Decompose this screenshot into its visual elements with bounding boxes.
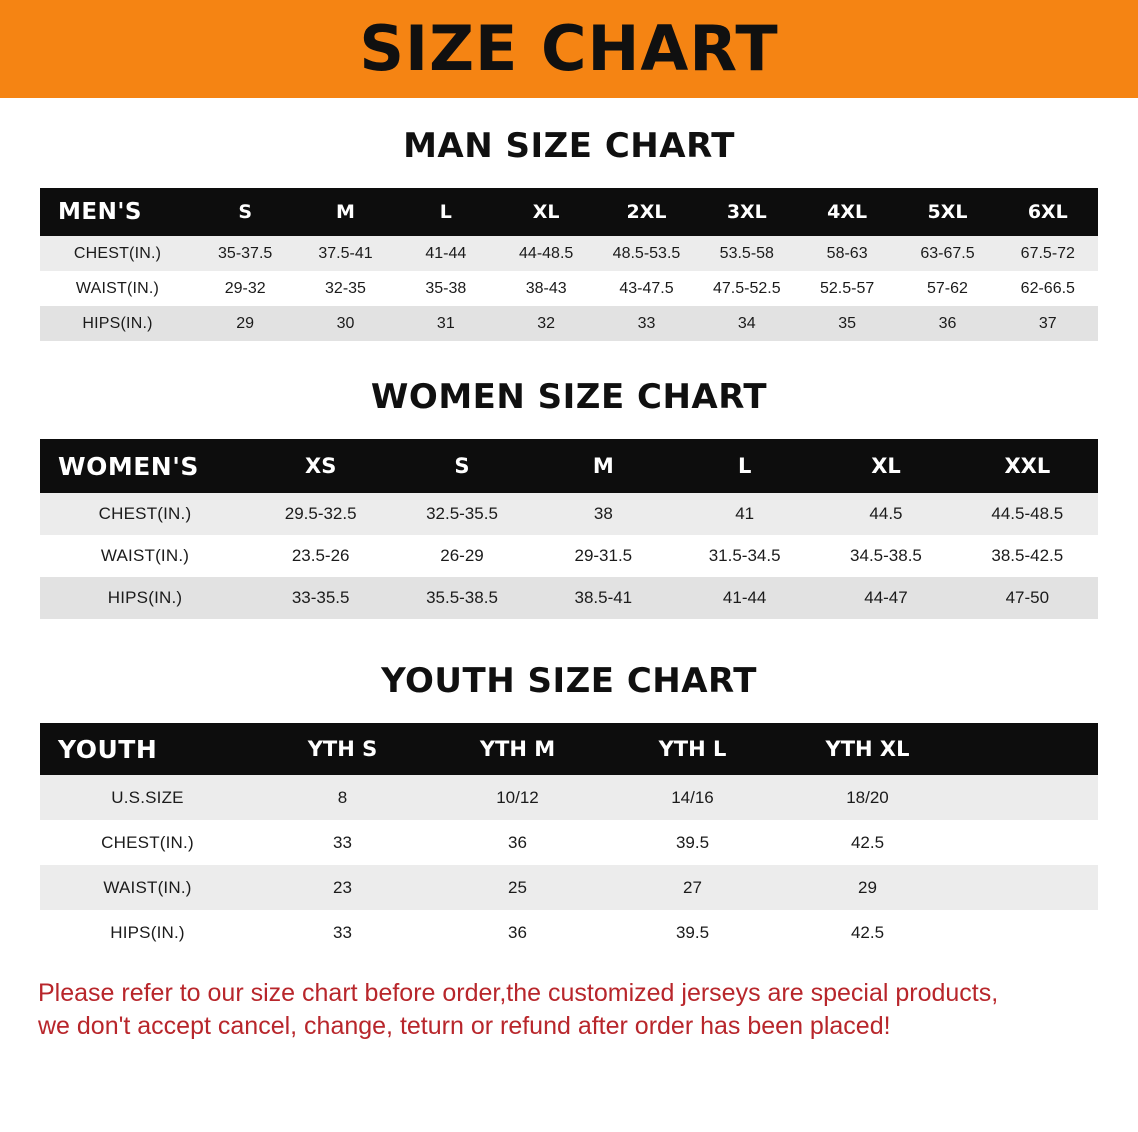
youth-col-0: YTH S [255, 723, 430, 775]
women-r2c5: 47-50 [957, 577, 1098, 619]
table-row [40, 271, 1098, 306]
men-col-8: 6XL [998, 188, 1098, 236]
women-r1c5: 38.5-42.5 [957, 535, 1098, 577]
women-table-header [40, 439, 1098, 493]
youth-col-spacer [955, 723, 1098, 775]
men-col-2: L [396, 188, 496, 236]
header-bar [0, 0, 1138, 98]
youth-r2c3: 29 [780, 865, 955, 910]
youth-r2c0: 23 [255, 865, 430, 910]
men-r2c6: 35 [797, 306, 897, 341]
table-row [40, 236, 1098, 271]
women-r0c2: 38 [533, 493, 674, 535]
men-col-7: 5XL [897, 188, 997, 236]
youth-table-wrapper [0, 723, 1138, 955]
youth-r3c2: 39.5 [605, 910, 780, 955]
youth-r2c2: 27 [605, 865, 780, 910]
men-r1c2: 35-38 [396, 271, 496, 306]
men-r0c3: 44-48.5 [496, 236, 596, 271]
youth-r3c0: 33 [255, 910, 430, 955]
men-table-wrapper [0, 188, 1138, 341]
youth-r1c2: 39.5 [605, 820, 780, 865]
men-r1c4: 43-47.5 [596, 271, 696, 306]
youth-r2c-spacer [955, 865, 1098, 910]
women-r0c1: 32.5-35.5 [391, 493, 532, 535]
women-table-wrapper [0, 439, 1138, 619]
men-r1c7: 57-62 [897, 271, 997, 306]
table-header-row [40, 188, 1098, 236]
youth-col-1: YTH M [430, 723, 605, 775]
youth-table-corner: YOUTH [40, 723, 255, 775]
women-table-body [40, 493, 1098, 619]
men-r2c5: 34 [697, 306, 797, 341]
men-r0c5: 53.5-58 [697, 236, 797, 271]
table-row [40, 577, 1098, 619]
women-col-1: S [391, 439, 532, 493]
youth-row-3-label: HIPS(IN.) [40, 910, 255, 955]
women-r0c3: 41 [674, 493, 815, 535]
men-r1c0: 29-32 [195, 271, 295, 306]
table-header-row [40, 723, 1098, 775]
women-r0c0: 29.5-32.5 [250, 493, 391, 535]
men-row-2-label: HIPS(IN.) [40, 306, 195, 341]
men-col-1: M [295, 188, 395, 236]
women-r1c2: 29-31.5 [533, 535, 674, 577]
women-r2c4: 44-47 [815, 577, 956, 619]
women-r2c1: 35.5-38.5 [391, 577, 532, 619]
women-r2c2: 38.5-41 [533, 577, 674, 619]
men-r2c2: 31 [396, 306, 496, 341]
men-table-corner: MEN'S [40, 188, 195, 236]
youth-table-body [40, 775, 1098, 955]
men-r0c2: 41-44 [396, 236, 496, 271]
men-col-5: 3XL [697, 188, 797, 236]
men-r2c0: 29 [195, 306, 295, 341]
table-row [40, 820, 1098, 865]
men-r2c8: 37 [998, 306, 1098, 341]
youth-r3c-spacer [955, 910, 1098, 955]
women-r0c4: 44.5 [815, 493, 956, 535]
man-section-title: MAN SIZE CHART [403, 126, 735, 166]
men-table-body [40, 236, 1098, 341]
men-size-table [40, 188, 1098, 341]
women-r0c5: 44.5-48.5 [957, 493, 1098, 535]
youth-col-2: YTH L [605, 723, 780, 775]
disclaimer-note [0, 977, 1138, 1043]
youth-r0c1: 10/12 [430, 775, 605, 820]
table-row [40, 535, 1098, 577]
youth-r1c3: 42.5 [780, 820, 955, 865]
women-row-1-label: WAIST(IN.) [40, 535, 250, 577]
men-row-0-label: CHEST(IN.) [40, 236, 195, 271]
men-r0c1: 37.5-41 [295, 236, 395, 271]
women-r1c0: 23.5-26 [250, 535, 391, 577]
men-r2c7: 36 [897, 306, 997, 341]
youth-r1c1: 36 [430, 820, 605, 865]
women-col-0: XS [250, 439, 391, 493]
youth-col-3: YTH XL [780, 723, 955, 775]
women-r1c3: 31.5-34.5 [674, 535, 815, 577]
women-col-2: M [533, 439, 674, 493]
women-row-2-label: HIPS(IN.) [40, 577, 250, 619]
men-r1c3: 38-43 [496, 271, 596, 306]
women-table-corner: WOMEN'S [40, 439, 250, 493]
women-size-table [40, 439, 1098, 619]
men-r0c8: 67.5-72 [998, 236, 1098, 271]
women-r2c0: 33-35.5 [250, 577, 391, 619]
men-r2c4: 33 [596, 306, 696, 341]
men-col-4: 2XL [596, 188, 696, 236]
men-r0c4: 48.5-53.5 [596, 236, 696, 271]
youth-section-title: YOUTH SIZE CHART [381, 661, 757, 701]
women-r1c4: 34.5-38.5 [815, 535, 956, 577]
youth-r0c-spacer [955, 775, 1098, 820]
women-section-title: WOMEN SIZE CHART [370, 377, 768, 417]
youth-r2c1: 25 [430, 865, 605, 910]
women-row-0-label: CHEST(IN.) [40, 493, 250, 535]
youth-row-1-label: CHEST(IN.) [40, 820, 255, 865]
men-col-3: XL [496, 188, 596, 236]
men-r1c1: 32-35 [295, 271, 395, 306]
men-r0c7: 63-67.5 [897, 236, 997, 271]
youth-r3c1: 36 [430, 910, 605, 955]
youth-r0c3: 18/20 [780, 775, 955, 820]
youth-r0c0: 8 [255, 775, 430, 820]
table-row [40, 910, 1098, 955]
men-table-header [40, 188, 1098, 236]
youth-table-header [40, 723, 1098, 775]
women-col-4: XL [815, 439, 956, 493]
table-row [40, 775, 1098, 820]
table-row [40, 306, 1098, 341]
table-header-row [40, 439, 1098, 493]
men-r1c6: 52.5-57 [797, 271, 897, 306]
disclaimer-line-2: we don't accept cancel, change, teturn or refund after order has been placed! [38, 1012, 891, 1040]
men-r1c5: 47.5-52.5 [697, 271, 797, 306]
table-row [40, 865, 1098, 910]
youth-size-table [40, 723, 1098, 955]
women-col-3: L [674, 439, 815, 493]
women-r1c1: 26-29 [391, 535, 532, 577]
youth-r1c-spacer [955, 820, 1098, 865]
youth-r1c0: 33 [255, 820, 430, 865]
men-r0c0: 35-37.5 [195, 236, 295, 271]
youth-r3c3: 42.5 [780, 910, 955, 955]
men-col-0: S [195, 188, 295, 236]
women-col-5: XXL [957, 439, 1098, 493]
page-title: SIZE CHART [359, 12, 779, 85]
men-r2c3: 32 [496, 306, 596, 341]
youth-row-2-label: WAIST(IN.) [40, 865, 255, 910]
youth-row-0-label: U.S.SIZE [40, 775, 255, 820]
men-r2c1: 30 [295, 306, 395, 341]
men-col-6: 4XL [797, 188, 897, 236]
men-row-1-label: WAIST(IN.) [40, 271, 195, 306]
table-row [40, 493, 1098, 535]
women-r2c3: 41-44 [674, 577, 815, 619]
men-r1c8: 62-66.5 [998, 271, 1098, 306]
disclaimer-line-1: Please refer to our size chart before order,the customized jerseys are special products, [38, 979, 999, 1007]
youth-r0c2: 14/16 [605, 775, 780, 820]
men-r0c6: 58-63 [797, 236, 897, 271]
